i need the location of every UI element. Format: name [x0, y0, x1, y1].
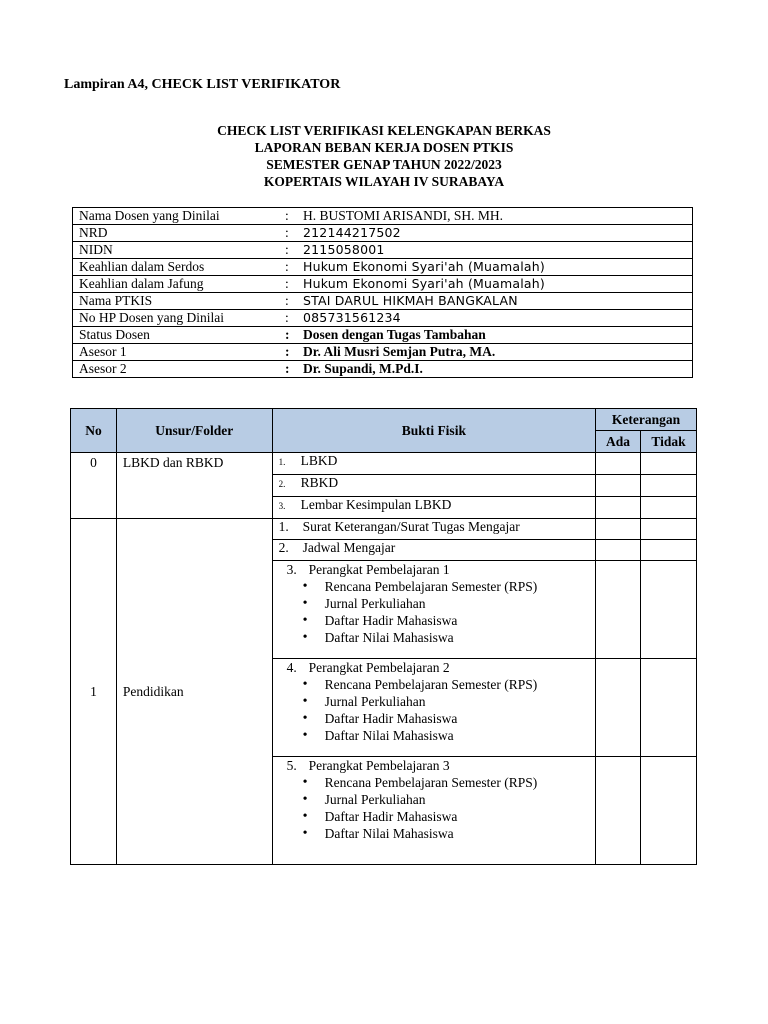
tidak-cell[interactable] — [641, 475, 697, 497]
header-unsur: Unsur/Folder — [116, 409, 272, 453]
info-label: Keahlian dalam Serdos — [73, 259, 280, 276]
info-label: Asesor 1 — [73, 344, 280, 361]
ada-cell[interactable] — [596, 540, 641, 561]
info-label: No HP Dosen yang Dinilai — [73, 310, 280, 327]
list-item: • Daftar Nilai Mahasiswa — [301, 825, 595, 842]
title-line-3: SEMESTER GENAP TAHUN 2022/2023 — [266, 157, 502, 172]
document-title — [0, 122, 768, 190]
header-ada: Ada — [596, 431, 641, 453]
info-label: Status Dosen — [73, 327, 280, 344]
info-colon: : — [279, 293, 299, 310]
info-value: 2115058001 — [299, 242, 693, 259]
info-value: STAI DARUL HIKMAH BANGKALAN — [299, 293, 693, 310]
info-colon: : — [279, 242, 299, 259]
item-text: Perangkat Pembelajaran 2 — [308, 660, 450, 675]
info-colon: : — [279, 225, 299, 242]
list-item: • Jurnal Perkuliahan — [301, 693, 595, 710]
ada-cell[interactable] — [596, 519, 641, 540]
item-text: Perangkat Pembelajaran 3 — [308, 758, 450, 773]
title-line-4: KOPERTAIS WILAYAH IV SURABAYA — [263, 174, 505, 189]
item-number: 3. — [278, 501, 286, 511]
tidak-cell[interactable] — [641, 561, 697, 659]
info-value: 212144217502 — [299, 225, 693, 242]
info-colon: : — [279, 310, 299, 327]
list-item: • Daftar Hadir Mahasiswa — [301, 710, 595, 727]
sub-list — [273, 578, 595, 646]
info-colon: : — [279, 276, 299, 293]
info-colon: : — [279, 327, 299, 344]
lecturer-info-table — [72, 207, 693, 378]
ada-cell[interactable] — [596, 561, 641, 659]
info-value: Hukum Ekonomi Syari'ah (Muamalah) — [299, 259, 693, 276]
info-label: NRD — [73, 225, 280, 242]
info-row — [73, 361, 693, 378]
info-row — [73, 225, 693, 242]
item-number: 3. — [286, 562, 297, 577]
tidak-cell[interactable] — [641, 519, 697, 540]
row-no: 0 — [71, 453, 117, 519]
list-item: • Rencana Pembelajaran Semester (RPS) — [301, 774, 595, 791]
info-row — [73, 242, 693, 259]
info-label: Keahlian dalam Jafung — [73, 276, 280, 293]
attachment-label: Lampiran A4, CHECK LIST VERIFIKATOR — [64, 77, 341, 92]
row-no: 1 — [71, 519, 117, 865]
sub-list — [273, 676, 595, 744]
item-number: 1. — [278, 457, 286, 467]
item-number: 5. — [286, 758, 297, 773]
info-colon: : — [279, 361, 299, 378]
info-label: NIDN — [73, 242, 280, 259]
ada-cell[interactable] — [596, 659, 641, 757]
ada-cell[interactable] — [596, 757, 641, 865]
list-item: • Jurnal Perkuliahan — [301, 791, 595, 808]
ada-cell[interactable] — [596, 475, 641, 497]
evidence-item — [272, 757, 595, 865]
info-value: Dr. Ali Musri Semjan Putra, MA. — [299, 344, 693, 361]
evidence-item — [272, 453, 595, 475]
info-label: Nama Dosen yang Dinilai — [73, 208, 280, 225]
list-item: • Daftar Hadir Mahasiswa — [301, 612, 595, 629]
list-item: • Rencana Pembelajaran Semester (RPS) — [301, 578, 595, 595]
title-line-1: CHECK LIST VERIFIKASI KELENGKAPAN BERKAS — [217, 123, 551, 138]
item-text: Surat Keterangan/Surat Tugas Mengajar — [302, 519, 520, 534]
table-row — [71, 453, 697, 475]
info-value: H. BUSTOMI ARISANDI, SH. MH. — [299, 208, 693, 225]
item-text: Lembar Kesimpulan LBKD — [300, 497, 452, 512]
info-label: Nama PTKIS — [73, 293, 280, 310]
info-colon: : — [279, 344, 299, 361]
item-number: 2. — [278, 540, 289, 555]
item-text: RBKD — [300, 475, 339, 490]
item-text: LBKD — [300, 453, 338, 468]
ada-cell[interactable] — [596, 497, 641, 519]
sub-list — [273, 774, 595, 842]
info-value: Hukum Ekonomi Syari'ah (Muamalah) — [299, 276, 693, 293]
info-row — [73, 344, 693, 361]
table-row — [71, 519, 697, 540]
item-text: Jadwal Mengajar — [302, 540, 396, 555]
info-row — [73, 327, 693, 344]
list-item: • Daftar Hadir Mahasiswa — [301, 808, 595, 825]
checklist-table — [70, 408, 697, 865]
info-value: 085731561234 — [299, 310, 693, 327]
info-colon: : — [279, 208, 299, 225]
info-row — [73, 208, 693, 225]
header-row — [71, 409, 697, 431]
header-keterangan: Keterangan — [596, 409, 697, 431]
evidence-item — [272, 519, 595, 540]
list-item: • Daftar Nilai Mahasiswa — [301, 727, 595, 744]
header-no: No — [71, 409, 117, 453]
evidence-item — [272, 540, 595, 561]
item-text: Perangkat Pembelajaran 1 — [308, 562, 450, 577]
evidence-item — [272, 497, 595, 519]
info-value: Dr. Supandi, M.Pd.I. — [299, 361, 693, 378]
info-row — [73, 310, 693, 327]
info-label: Asesor 2 — [73, 361, 280, 378]
tidak-cell[interactable] — [641, 453, 697, 475]
tidak-cell[interactable] — [641, 497, 697, 519]
list-item: • Jurnal Perkuliahan — [301, 595, 595, 612]
evidence-item — [272, 475, 595, 497]
evidence-item — [272, 659, 595, 757]
info-value: Dosen dengan Tugas Tambahan — [299, 327, 693, 344]
row-unsur: Pendidikan — [116, 519, 272, 865]
tidak-cell[interactable] — [641, 659, 697, 757]
info-row — [73, 276, 693, 293]
list-item: • Daftar Nilai Mahasiswa — [301, 629, 595, 646]
item-number: 4. — [286, 660, 297, 675]
header-tidak: Tidak — [641, 431, 697, 453]
tidak-cell[interactable] — [641, 540, 697, 561]
list-item: • Rencana Pembelajaran Semester (RPS) — [301, 676, 595, 693]
info-colon: : — [279, 259, 299, 276]
tidak-cell[interactable] — [641, 757, 697, 865]
item-number: 2. — [278, 479, 286, 489]
info-row — [73, 259, 693, 276]
row-unsur: LBKD dan RBKD — [116, 453, 272, 519]
title-line-2: LAPORAN BEBAN KERJA DOSEN PTKIS — [254, 140, 514, 155]
item-number: 1. — [278, 519, 289, 534]
ada-cell[interactable] — [596, 453, 641, 475]
evidence-item — [272, 561, 595, 659]
header-bukti: Bukti Fisik — [272, 409, 595, 453]
info-row — [73, 293, 693, 310]
